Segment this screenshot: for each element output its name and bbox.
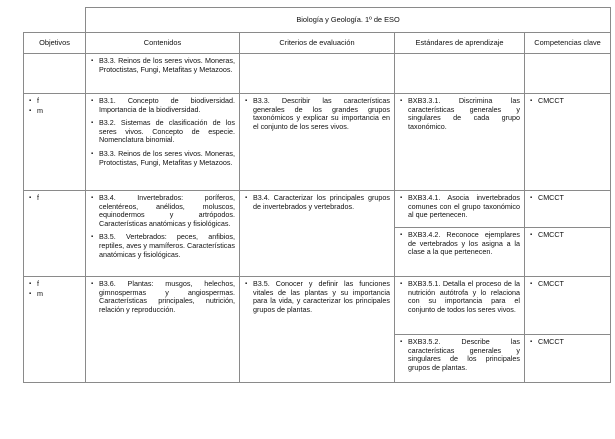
curriculum-table <box>23 7 611 383</box>
competencia-item: ▪ CMCCT <box>529 280 606 289</box>
contenido-item: ▪ B3.2. Sistemas de clasificación de los seres vivos. Concepto de especie. Nomenclatura binomial. <box>90 119 235 145</box>
contenido-item: ▪ B3.4. Invertebrados: poríferos, celentéreos, anélidos, moluscos, equinodermos y artrópodos. Características anatómicas y fisiológicas. <box>90 194 235 228</box>
table-title: Biología y Geología. 1º de ESO <box>86 8 611 33</box>
table-row <box>24 277 611 335</box>
objetivo-item: ▪ f <box>28 194 81 203</box>
table-row <box>24 54 611 94</box>
objetivo-item: ▪ m <box>28 290 81 299</box>
contenido-item: ▪ B3.5. Vertebrados: peces, anfibios, reptiles, aves y mamíferos. Características anatómicas y fisiológicas. <box>90 233 235 259</box>
criterio-item: ▪ B3.5. Conocer y definir las funciones vitales de las plantas y su importancia para la vida, y caracterizar los principales grupos de plantas. <box>244 280 390 314</box>
estandar-item: ▪ BXB3.4.2. Reconoce ejemplares de vertebrados y los asigna a la clase a la que pertenecen. <box>399 231 520 257</box>
estandar-item: ▪ BXB3.5.2. Describe las características generales y singulares de los principales grupos de plantas. <box>399 338 520 372</box>
contenido-item: ▪ B3.6. Plantas: musgos, helechos, gimnospermas y angiospermas. Características principales, nutrición, relación y reproducción. <box>90 280 235 314</box>
contenido-item: ▪ B3.3. Reinos de los seres vivos. Moneras, Protoctistas, Fungi, Metafitas y Metazoos. <box>90 150 235 167</box>
competencia-item: ▪ CMCCT <box>529 338 606 347</box>
objetivo-item: ▪ f <box>28 97 81 106</box>
criterio-item: ▪ B3.4. Caracterizar los principales grupos de invertebrados y vertebrados. <box>244 194 390 211</box>
table-row <box>24 191 611 228</box>
header-competencias: Competencias clave <box>525 33 611 54</box>
competencia-item: ▪ CMCCT <box>529 97 606 106</box>
contenido-item: ▪ B3.3. Reinos de los seres vivos. Moneras, Protoctistas, Fungi, Metafitas y Metazoos. <box>90 57 235 74</box>
header-criterios: Criterios de evaluación <box>240 33 395 54</box>
competencia-item: ▪ CMCCT <box>529 194 606 203</box>
estandar-item: ▪ BXB3.5.1. Detalla el proceso de la nutrición autótrofa y lo relaciona con su importancia para el conjunto de todos los seres vivos. <box>399 280 520 314</box>
objetivo-item: ▪ m <box>28 107 81 116</box>
contenido-item: ▪ B3.1. Concepto de biodiversidad. Importancia de la biodiversidad. <box>90 97 235 114</box>
header-estandares: Estándares de aprendizaje <box>395 33 525 54</box>
objetivo-item: ▪ f <box>28 280 81 289</box>
header-contenidos: Contenidos <box>86 33 240 54</box>
competencia-item: ▪ CMCCT <box>529 231 606 240</box>
table-row <box>24 94 611 191</box>
estandar-item: ▪ BXB3.4.1. Asocia invertebrados comunes con el grupo taxonómico al que pertenecen. <box>399 194 520 220</box>
header-objetivos: Objetivos <box>24 33 86 54</box>
estandar-item: ▪ BXB3.3.1. Discrimina las características generales y singulares de cada grupo taxonómico. <box>399 97 520 131</box>
criterio-item: ▪ B3.3. Describir las características generales de los grandes grupos taxonómicos y explicar su importancia en el conjunto de los seres vivos. <box>244 97 390 131</box>
